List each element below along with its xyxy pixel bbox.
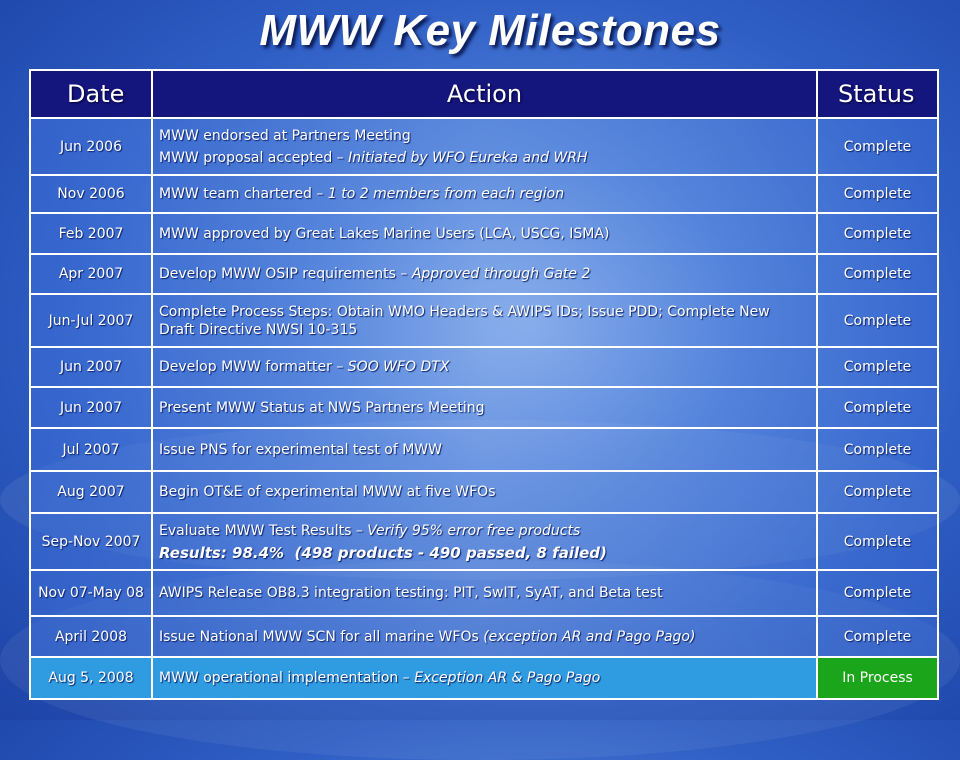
action-text: Present MWW Status at NWS Partners Meeting [159,399,485,416]
date-cell: Sep-Nov 2007 [30,513,152,570]
action-text: Issue PNS for experimental test of MWW [159,441,442,458]
action-text: Issue National MWW SCN for all marine WFOs [159,628,484,645]
status-cell: Complete [817,616,938,657]
table-row [30,471,938,513]
date-cell: Aug 5, 2008 [30,657,152,699]
date-cell: Jun 2007 [30,347,152,387]
action-note: (exception AR and Pago Pago) [483,628,696,645]
action-cell [152,570,817,616]
action-text: AWIPS Release OB8.3 integration testing: PIT, SwIT, SyAT, and Beta test [159,585,663,601]
action-text: Complete Process Steps: Obtain WMO Headers & AWIPS IDs; Issue PDD; Complete New Draft Directive NWSI 10-315 [159,303,770,338]
date-cell: Jun-Jul 2007 [30,294,152,347]
action-line [159,149,809,167]
action-text: MWW endorsed at Partners Meeting [159,127,411,144]
results-line: Results: 98.4% (498 products - 490 passed, 8 failed) [159,543,607,562]
status-cell-in-process: In Process [817,657,938,699]
action-cell [152,387,817,428]
status-cell: Complete [817,118,938,175]
status-cell: Complete [817,347,938,387]
status-column-header: Status [817,70,938,118]
date-cell: Jul 2007 [30,428,152,471]
table-row [30,118,938,175]
table-row [30,513,938,570]
date-cell: Apr 2007 [30,254,152,294]
action-text: MWW proposal accepted – [159,149,349,166]
status-cell: Complete [817,387,938,428]
action-cell [152,175,817,213]
action-cell [152,213,817,254]
action-note: Approved through Gate 2 [411,266,591,282]
table-row [30,657,938,699]
action-cell [152,471,817,513]
date-column-header: Date [30,70,152,118]
action-cell [152,254,817,294]
header-row [30,70,938,118]
action-cell [152,616,817,657]
action-note: Exception AR & Pago Pago [414,670,601,686]
slide-title: MWW Key Milestones [259,6,721,55]
table-row [30,616,938,657]
date-cell: Jun 2007 [30,387,152,428]
action-cell [152,513,817,570]
status-cell: Complete [817,471,938,513]
action-note: Verify 95% error free products [367,522,581,539]
action-note: SOO WFO DTX [347,359,450,375]
action-line [159,522,809,540]
table-row [30,428,938,471]
action-text: Develop MWW OSIP requirements – [159,266,412,282]
action-text: MWW operational implementation – [159,670,415,686]
status-cell: Complete [817,428,938,471]
action-note: 1 to 2 members from each region [327,186,565,202]
action-text: MWW approved by Great Lakes Marine Users (LCA, USCG, ISMA) [159,225,610,242]
date-cell: Aug 2007 [30,471,152,513]
status-cell: Complete [817,294,938,347]
action-cell [152,294,817,347]
action-text: Evaluate MWW Test Results – [159,522,368,539]
table-row [30,294,938,347]
date-cell: April 2008 [30,616,152,657]
status-cell: Complete [817,213,938,254]
status-cell: Complete [817,175,938,213]
date-cell: Nov 07-May 08 [30,570,152,616]
table-row [30,254,938,294]
status-cell: Complete [817,254,938,294]
action-note: Initiated by WFO Eureka and WRH [348,149,588,166]
action-cell [152,428,817,471]
date-cell: Jun 2006 [30,118,152,175]
action-text: Begin OT&E of experimental MWW at five WFOs [159,484,496,500]
action-column-header: Action [152,70,817,118]
action-cell [152,118,817,175]
status-cell: Complete [817,513,938,570]
table-row [30,175,938,213]
table-row [30,347,938,387]
action-line [159,127,809,145]
action-cell [152,657,817,699]
date-cell: Feb 2007 [30,213,152,254]
date-cell: Nov 2006 [30,175,152,213]
action-text: MWW team chartered – [159,186,328,202]
table-row [30,213,938,254]
status-cell: Complete [817,570,938,616]
action-text: Develop MWW formatter – [159,359,348,375]
action-cell [152,347,817,387]
milestones-table [29,69,939,700]
table-row [30,570,938,616]
table-row [30,387,938,428]
